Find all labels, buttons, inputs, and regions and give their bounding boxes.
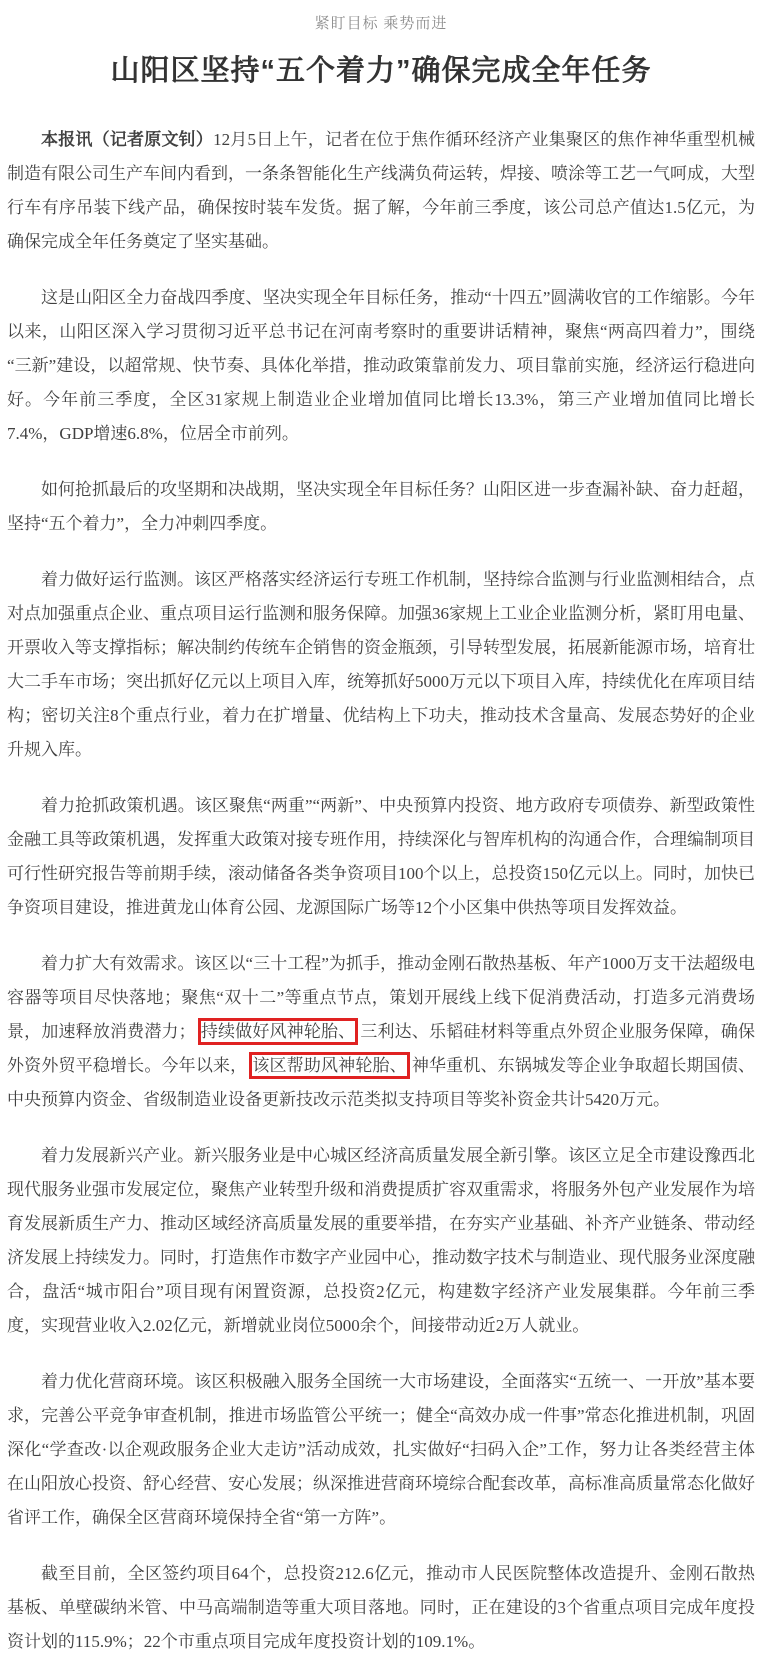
article-paragraph [7,947,755,1117]
article-paragraph [7,563,755,767]
paragraph-text: 着力抢抓政策机遇。该区聚焦“两重”“两新”、中央预算内投资、地方政府专项债券、新型政策性金融工具等政策机遇，发挥重大政策对接专班作用，持续深化与智库机构的沟通合作，合理编制项目可行性研究报告等前期手续，滚动储备各类争资项目100个以上，总投资150亿元以上。同时，加快已争资项目建设，推进黄龙山体育公园、龙源国际广场等12个小区集中供热等项目发挥效益。 [7,796,755,917]
highlighted-text: 持续做好风神轮胎、 [198,1018,359,1045]
page-title: 山阳区坚持“五个着力”确保完成全年任务 [110,55,652,87]
article-paragraph [7,281,755,451]
paragraph-text: 三利达、乐韬硅材料等重点外贸企业服务保障，确保外资外贸平稳增长。今年以来， [7,1022,756,1075]
paragraph-text: 12月5日上午，记者在位于焦作循环经济产业集聚区的焦作神华重型机械制造有限公司生产车间内看到，一条条智能化生产线满负荷运转，焊接、喷涂等工艺一气呵成，大型行车有序吊装下线产品，确保按时装车发货。据了解，今年前三季度，该公司总产值达1.5亿元，为确保完成全年任务奠定了坚实基础。 [7,130,756,251]
paragraph-text: 着力扩大有效需求。该区以“三十工程”为抓手，推动金刚石散热基板、年产1000万支干法超级电容器等项目尽快落地；聚焦“双十二”等重点节点，策划开展线上线下促消费活动，打造多元消费场景，加速释放消费潜力； [7,954,755,1041]
article-paragraph [7,1557,755,1659]
reporter-byline: 本报讯（记者原文钊） [41,130,214,149]
paragraph-text: 着力做好运行监测。该区严格落实经济运行专班工作机制，坚持综合监测与行业监测相结合，点对点加强重点企业、重点项目运行监测和服务保障。加强36家规上工业企业监测分析，紧盯用电量、开票收入等支撑指标；解决制约传统车企销售的资金瓶颈，引导转型发展，拓展新能源市场，培育壮大二手车市场；突出抓好亿元以上项目入库，统筹抓好5000万元以下项目入库，持续优化在库项目结构；密切关注8个重点行业，着力在扩增量、优结构上下功夫，推动技术含量高、发展态势好的企业升规入库。 [7,570,755,759]
article-paragraph [7,1365,755,1535]
article-body [0,123,762,1659]
paragraph-text: 着力优化营商环境。该区积极融入服务全国统一大市场建设，全面落实“五统一、一开放”基本要求，完善公平竞争审查机制，推进市场监管公平统一；健全“高效办成一件事”常态化推进机制，巩固深化“学查改·以企观政服务企业大走访”活动成效，扎实做好“扫码入企”工作，努力让各类经营主体在山阳放心投资、舒心经营、安心发展；纵深推进营商环境综合配套改革，高标准高质量常态化做好省评工作，确保全区营商环境保持全省“第一方阵”。 [7,1372,755,1527]
paragraph-text: 截至目前，全区签约项目64个，总投资212.6亿元，推动市人民医院整体改造提升、金刚石散热基板、单壁碳纳米管、中马高端制造等重大项目落地。同时，正在建设的3个省重点项目完成年度投资计划的115.9%；22个市重点项目完成年度投资计划的109.1%。 [7,1564,755,1651]
article-paragraph [7,1139,755,1343]
article-paragraph [7,789,755,925]
paragraph-text: 神华重机、东锅城发等企业争取超长期国债、中央预算内资金、省级制造业设备更新技改示范类拟支持项目等奖补资金共计5420万元。 [7,1056,756,1109]
kicker-line: 紧盯目标 乘势而进 [314,16,448,32]
paragraph-text: 着力发展新兴产业。新兴服务业是中心城区经济高质量发展全新引擎。该区立足全市建设豫西北现代服务业强市发展定位，聚焦产业转型升级和消费提质扩容双重需求，将服务外包产业发展作为培育发展新质生产力、推动区域经济高质量发展的重要举措，在夯实产业基础、补齐产业链条、带动经济发展上持续发力。同时，打造焦作市数字产业园中心，推动数字技术与制造业、现代服务业深度融合，盘活“城市阳台”项目现有闲置资源，总投资2亿元，构建数字经济产业发展集群。今年前三季度，实现营业收入2.02亿元，新增就业岗位5000余个，间接带动近2万人就业。 [7,1146,755,1335]
paragraph-text: 这是山阳区全力奋战四季度、坚决实现全年目标任务，推动“十四五”圆满收官的工作缩影。今年以来，山阳区深入学习贯彻习近平总书记在河南考察时的重要讲话精神，聚焦“两高四着力”，围绕“三新”建设，以超常规、快节奏、具体化举措，推动政策靠前发力、项目靠前实施，经济运行稳进向好。今年前三季度，全区31家规上制造业企业增加值同比增长13.3%，第三产业增加值同比增长7.4%，GDP增速6.8%，位居全市前列。 [7,288,755,443]
article-paragraph [7,123,755,259]
paragraph-text: 如何抢抓最后的攻坚期和决战期，坚决实现全年目标任务？山阳区进一步查漏补缺、奋力赶超，坚持“五个着力”，全力冲刺四季度。 [7,480,755,533]
article-paragraph [7,473,755,541]
highlighted-text: 该区帮助风神轮胎、 [249,1052,410,1079]
